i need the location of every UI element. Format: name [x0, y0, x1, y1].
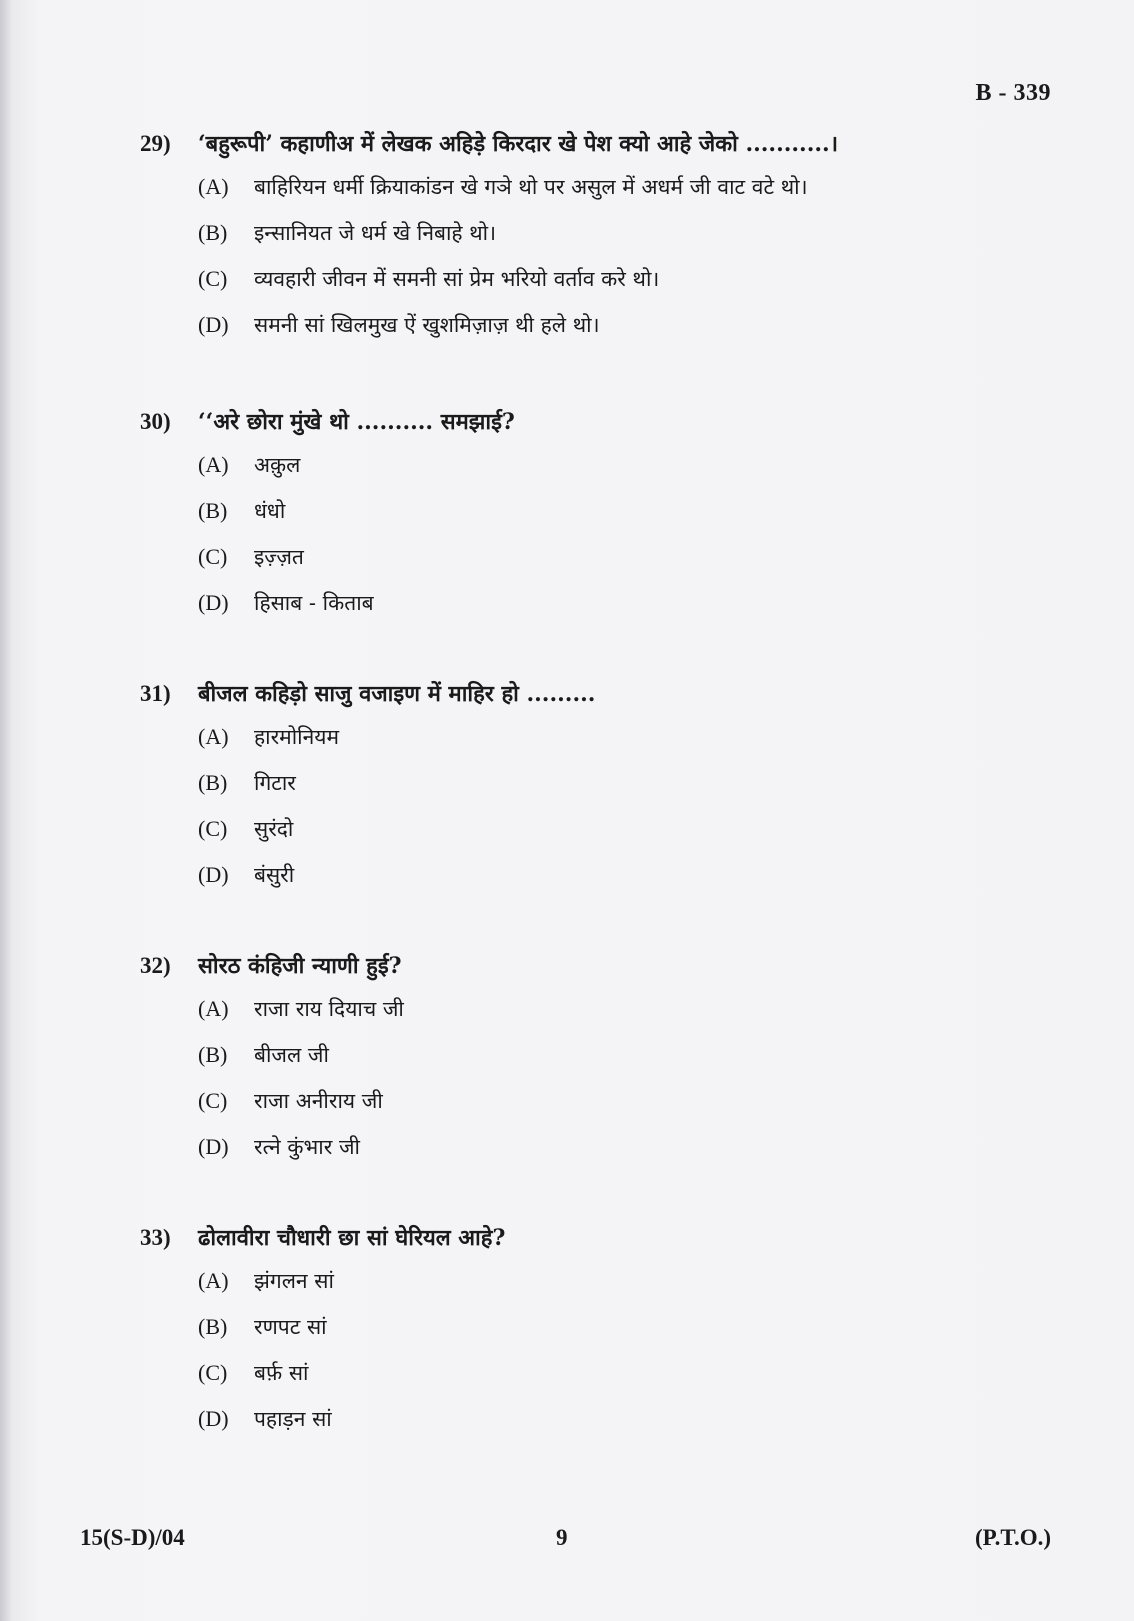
option-b [198, 210, 1060, 256]
option-text: बर्फ़ सां [254, 1361, 309, 1385]
question-32 [140, 946, 1060, 1170]
option-text: अक़ुल [254, 453, 301, 477]
question-29 [140, 124, 1060, 348]
page-number: 9 [556, 1525, 568, 1550]
option-letter: (B) [198, 498, 228, 523]
option-letter: (B) [198, 1042, 228, 1067]
question-text: ‘बहुरूपी’ कहाणीअ में लेखक अहिड़े किरदार खे पेश क्यो आहे जेको ...........। [198, 131, 839, 157]
option-d [198, 1124, 1060, 1170]
option-text: व्यवहारी जीवन में समनी सां प्रेम भरियो वर्ताव करे थो। [254, 267, 660, 291]
option-letter: (C) [198, 1088, 228, 1113]
option-text: पहाड़न सां [254, 1407, 332, 1431]
option-b [198, 488, 1060, 534]
option-text: इन्सानियत जे धर्म खे निबाहे थो। [254, 221, 497, 245]
option-c [198, 806, 1060, 852]
option-d [198, 1396, 1060, 1442]
footer-paper-code: 15(S-D)/04 [80, 1525, 185, 1550]
question-number: 31) [140, 681, 171, 706]
question-31 [140, 674, 1060, 898]
question-line [140, 946, 1060, 986]
option-letter: (A) [198, 174, 229, 199]
question-number: 30) [140, 409, 171, 434]
option-text: समनी सां खिलमुख ऐं खुशमिज़ाज़ थी हले थो। [254, 313, 600, 337]
option-c [198, 1350, 1060, 1396]
option-letter: (A) [198, 452, 229, 477]
option-text: धंधो [254, 499, 286, 523]
question-text: सोरठ कंहिजी न्याणी हुई? [198, 953, 402, 979]
option-text: बंसुरी [254, 863, 295, 887]
option-text: राजा अनीराय जी [254, 1089, 383, 1113]
option-a [198, 164, 1060, 210]
question-text: ढोलावीरा चौधारी छा सां घेरियल आहे? [198, 1225, 506, 1251]
option-letter: (A) [198, 996, 229, 1021]
question-number: 32) [140, 953, 171, 978]
option-a [198, 714, 1060, 760]
question-line [140, 402, 1060, 442]
option-text: गिटार [254, 771, 296, 795]
option-text: बाहिरियन धर्मी क्रियाकांडन खे गञे थो पर असुल में अधर्म जी वाट वटे थो। [254, 175, 808, 199]
option-d [198, 580, 1060, 626]
option-letter: (D) [198, 1406, 229, 1431]
option-c [198, 534, 1060, 580]
option-letter: (D) [198, 312, 229, 337]
option-letter: (D) [198, 1134, 229, 1159]
option-letter: (A) [198, 724, 229, 749]
question-number: 29) [140, 131, 171, 156]
option-text: हारमोनियम [254, 725, 340, 749]
question-text: बीजल कहिड़ो साजु वजाइण में माहिर हो ......... [198, 681, 596, 707]
question-30 [140, 402, 1060, 626]
option-c [198, 1078, 1060, 1124]
option-letter: (A) [198, 1268, 229, 1293]
question-33 [140, 1218, 1060, 1442]
option-text: रत्ने कुंभार जी [254, 1135, 360, 1159]
option-text: रणपट सां [254, 1315, 327, 1339]
option-letter: (D) [198, 862, 229, 887]
question-text: ‘‘अरे छोरा मुंखे थो .......... समझाई? [198, 409, 515, 435]
paper-code: B - 339 [975, 80, 1051, 106]
option-letter: (B) [198, 770, 228, 795]
option-letter: (B) [198, 220, 228, 245]
option-b [198, 1304, 1060, 1350]
question-line [140, 1218, 1060, 1258]
option-text: इज़्ज़त [254, 545, 304, 569]
option-b [198, 760, 1060, 806]
option-text: बीजल जी [254, 1043, 329, 1067]
option-letter: (C) [198, 816, 228, 841]
option-letter: (C) [198, 266, 228, 291]
option-b [198, 1032, 1060, 1078]
option-a [198, 442, 1060, 488]
option-letter: (C) [198, 1360, 228, 1385]
pto-label: (P.T.O.) [974, 1525, 1051, 1550]
page-edge-shadow [0, 0, 12, 1621]
option-letter: (B) [198, 1314, 228, 1339]
option-a [198, 1258, 1060, 1304]
option-d [198, 852, 1060, 898]
option-letter: (C) [198, 544, 228, 569]
question-line [140, 674, 1060, 714]
option-text: राजा राय दियाच जी [254, 997, 404, 1021]
option-letter: (D) [198, 590, 229, 615]
option-a [198, 986, 1060, 1032]
question-number: 33) [140, 1225, 171, 1250]
question-line [140, 124, 1060, 164]
option-text: झंगलन सां [254, 1269, 334, 1293]
option-d [198, 302, 1060, 348]
option-c [198, 256, 1060, 302]
option-text: सुरंदो [254, 817, 294, 841]
option-text: हिसाब - किताब [254, 591, 374, 615]
